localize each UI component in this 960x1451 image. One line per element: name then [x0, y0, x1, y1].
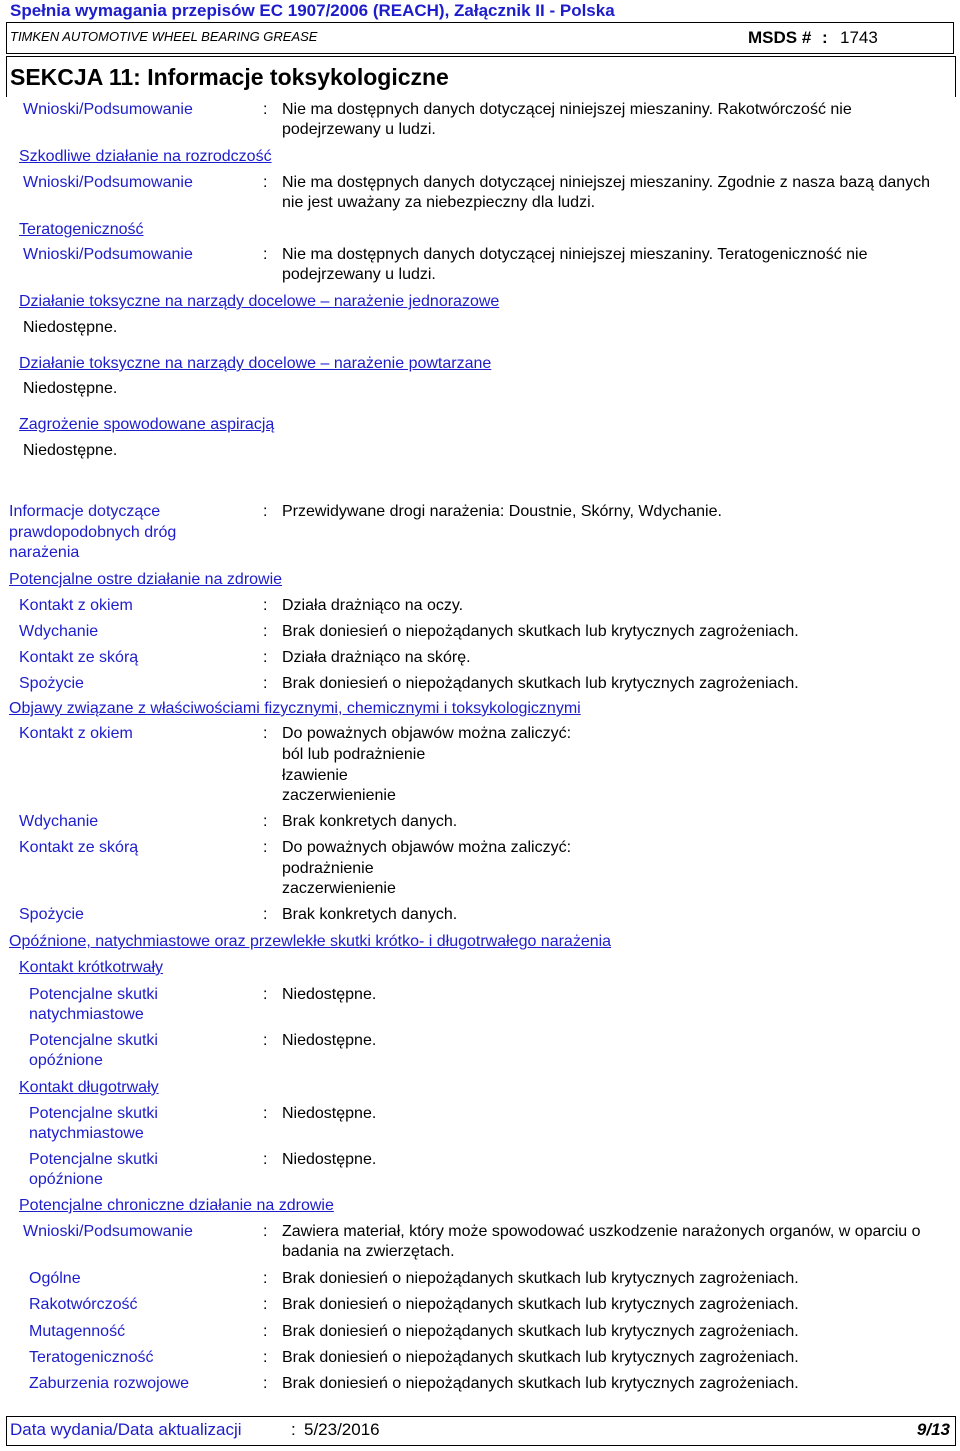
short-term-heading: Kontakt krótkotrwały: [19, 959, 164, 976]
immediate-effects-label: Potencjalne skutki: [29, 986, 158, 1003]
carcinogenicity-value: Nie ma dostępnych danych dotyczącej niniejszej mieszaniny. Rakotwórczość nie podejrzewany u ludzi.: [282, 101, 852, 138]
stot-single-value: Niedostępne.: [23, 319, 118, 336]
stot-repeated-heading: Działanie toksyczne na narządy docelowe – narażenie powtarzane: [19, 355, 492, 372]
delayed-effects-label: Potencjalne skutki: [29, 1032, 158, 1049]
symptoms-skin-line: zaczerwienienie: [282, 880, 396, 897]
colon: :: [263, 906, 268, 923]
delayed-effects-label: opóźnione: [29, 1052, 103, 1069]
teratogenicity-label: Wnioski/Podsumowanie: [23, 246, 193, 263]
stot-single-heading: Działanie toksyczne na narządy docelowe – narażenie jednorazowe: [19, 293, 500, 310]
stot-repeated-value: Niedostępne.: [23, 380, 118, 397]
acute-row-value: Brak doniesień o niepożądanych skutkach lub krytycznych zagrożeniach.: [282, 675, 799, 692]
colon: :: [263, 1375, 268, 1392]
acute-row-label: Wdychanie: [19, 623, 99, 640]
msds-label: MSDS #: [748, 28, 812, 47]
colon: :: [263, 1151, 268, 1168]
routes-value: Przewidywane drogi narażenia: Doustnie, Skórny, Wdychanie.: [282, 503, 722, 520]
colon: :: [263, 813, 268, 830]
reproductive-label: Wnioski/Podsumowanie: [23, 174, 193, 191]
product-name: TIMKEN AUTOMOTIVE WHEEL BEARING GREASE: [10, 29, 318, 44]
carcinogenicity-label: Wnioski/Podsumowanie: [23, 101, 193, 118]
chronic-row-label: Zaburzenia rozwojowe: [29, 1375, 190, 1392]
colon: :: [263, 1323, 268, 1340]
acute-row-value: Działa drażniąco na oczy.: [282, 597, 464, 614]
symptoms-eye-line: ból lub podrażnienie: [282, 746, 426, 763]
colon: :: [263, 1105, 268, 1122]
msds-number: 1743: [840, 28, 878, 47]
reproductive-heading: Szkodliwe działanie na rozrodczość: [19, 148, 272, 165]
long-term-heading: Kontakt długotrwały: [19, 1079, 159, 1096]
symptoms-skin-label: Kontakt ze skórą: [19, 839, 139, 856]
immediate-effects-label: Potencjalne skutki: [29, 1105, 158, 1122]
colon: :: [263, 675, 268, 692]
delayed-heading: Opóźnione, natychmiastowe oraz przewlekłe skutki krótko- i długotrwałego narażenia: [9, 933, 612, 950]
symptoms-eye-line: zaczerwienienie: [282, 787, 396, 804]
chronic-summary-value: Zawiera materiał, który może spowodować uszkodzenie narażonych organów, w oparciu o badania na zwierzętach.: [282, 1223, 921, 1260]
symptoms-eye-label: Kontakt z okiem: [19, 725, 133, 742]
acute-row-value: Działa drażniąco na skórę.: [282, 649, 471, 666]
symptoms-heading: Objawy związane z właściwościami fizycznymi, chemicznymi i toksykologicznymi: [9, 700, 581, 717]
colon: :: [263, 725, 268, 742]
aspiration-heading: Zagrożenie spowodowane aspiracją: [19, 416, 275, 433]
colon: :: [263, 246, 268, 263]
symptoms-skin-line: podrażnienie: [282, 860, 374, 877]
chronic-row-label: Mutagenność: [29, 1323, 126, 1340]
delayed-effects-value: Niedostępne.: [282, 1032, 377, 1049]
acute-row-label: Spożycie: [19, 675, 84, 692]
aspiration-value: Niedostępne.: [23, 442, 118, 459]
section-title: SEKCJA 11: Informacje toksykologiczne: [10, 64, 449, 90]
colon: :: [263, 1296, 268, 1313]
chronic-row-value: Brak doniesień o niepożądanych skutkach lub krytycznych zagrożeniach.: [282, 1349, 799, 1366]
colon: :: [263, 174, 268, 191]
chronic-row-value: Brak doniesień o niepożądanych skutkach lub krytycznych zagrożeniach.: [282, 1296, 799, 1313]
immediate-effects-label: natychmiastowe: [29, 1006, 144, 1023]
colon: :: [263, 1032, 268, 1049]
acute-row-label: Kontakt z okiem: [19, 597, 133, 614]
colon: :: [263, 597, 268, 614]
page-number: 9/13: [916, 1420, 950, 1439]
colon: :: [263, 986, 268, 1003]
colon: :: [263, 101, 268, 118]
symptoms-eye-line: Do poważnych objawów można zaliczyć:: [282, 725, 572, 742]
immediate-effects-value: Niedostępne.: [282, 986, 377, 1003]
chronic-heading: Potencjalne chroniczne działanie na zdrowie: [19, 1197, 334, 1214]
chronic-summary-label: Wnioski/Podsumowanie: [23, 1223, 193, 1240]
acute-row-label: Kontakt ze skórą: [19, 649, 139, 666]
document-title: Spełnia wymagania przepisów EC 1907/2006 (REACH), Załącznik II - Polska: [10, 1, 615, 20]
symptoms-inhalation-label: Wdychanie: [19, 813, 99, 830]
teratogenicity-value: Nie ma dostępnych danych dotyczącej niniejszej mieszaniny. Teratogeniczność nie podejrzewany u ludzi.: [282, 246, 868, 283]
colon: :: [263, 503, 268, 520]
footer-date-label: Data wydania/Data aktualizacji: [10, 1420, 242, 1439]
chronic-row-value: Brak doniesień o niepożądanych skutkach lub krytycznych zagrożeniach.: [282, 1323, 799, 1340]
reproductive-value: Nie ma dostępnych danych dotyczącej niniejszej mieszaniny. Zgodnie z nasza bazą danych nie jest uważany za niebezpieczny dla ludzi.: [282, 174, 931, 211]
delayed-effects-label: opóźnione: [29, 1171, 103, 1188]
symptoms-eye-line: łzawienie: [282, 767, 348, 784]
routes-label-line: Informacje dotyczące: [9, 503, 161, 520]
chronic-row-value: Brak doniesień o niepożądanych skutkach lub krytycznych zagrożeniach.: [282, 1375, 799, 1392]
chronic-row-value: Brak doniesień o niepożądanych skutkach lub krytycznych zagrożeniach.: [282, 1270, 799, 1287]
delayed-effects-label: Potencjalne skutki: [29, 1151, 158, 1168]
colon: :: [263, 1223, 268, 1240]
acute-heading: Potencjalne ostre działanie na zdrowie: [9, 571, 283, 588]
symptoms-ingestion-label: Spożycie: [19, 906, 84, 923]
routes-label-line: prawdopodobnych dróg: [9, 524, 177, 541]
colon: :: [263, 649, 268, 666]
symptoms-inhalation-value: Brak konkretych danych.: [282, 813, 458, 830]
acute-row-value: Brak doniesień o niepożądanych skutkach lub krytycznych zagrożeniach.: [282, 623, 799, 640]
colon: :: [263, 839, 268, 856]
delayed-effects-value: Niedostępne.: [282, 1151, 377, 1168]
colon: :: [263, 1270, 268, 1287]
immediate-effects-label: natychmiastowe: [29, 1125, 144, 1142]
routes-label-line: narażenia: [9, 544, 80, 561]
footer-colon: :: [291, 1420, 296, 1439]
chronic-row-label: Rakotwórczość: [29, 1296, 138, 1313]
chronic-row-label: Teratogeniczność: [29, 1349, 154, 1366]
immediate-effects-value: Niedostępne.: [282, 1105, 377, 1122]
chronic-row-label: Ogólne: [29, 1270, 81, 1287]
footer-date: 5/23/2016: [304, 1420, 380, 1439]
symptoms-skin-line: Do poważnych objawów można zaliczyć:: [282, 839, 572, 856]
colon: :: [263, 1349, 268, 1366]
teratogenicity-heading: Teratogeniczność: [19, 221, 144, 238]
colon: :: [263, 623, 268, 640]
msds-colon: :: [822, 28, 828, 47]
symptoms-ingestion-value: Brak konkretych danych.: [282, 906, 458, 923]
